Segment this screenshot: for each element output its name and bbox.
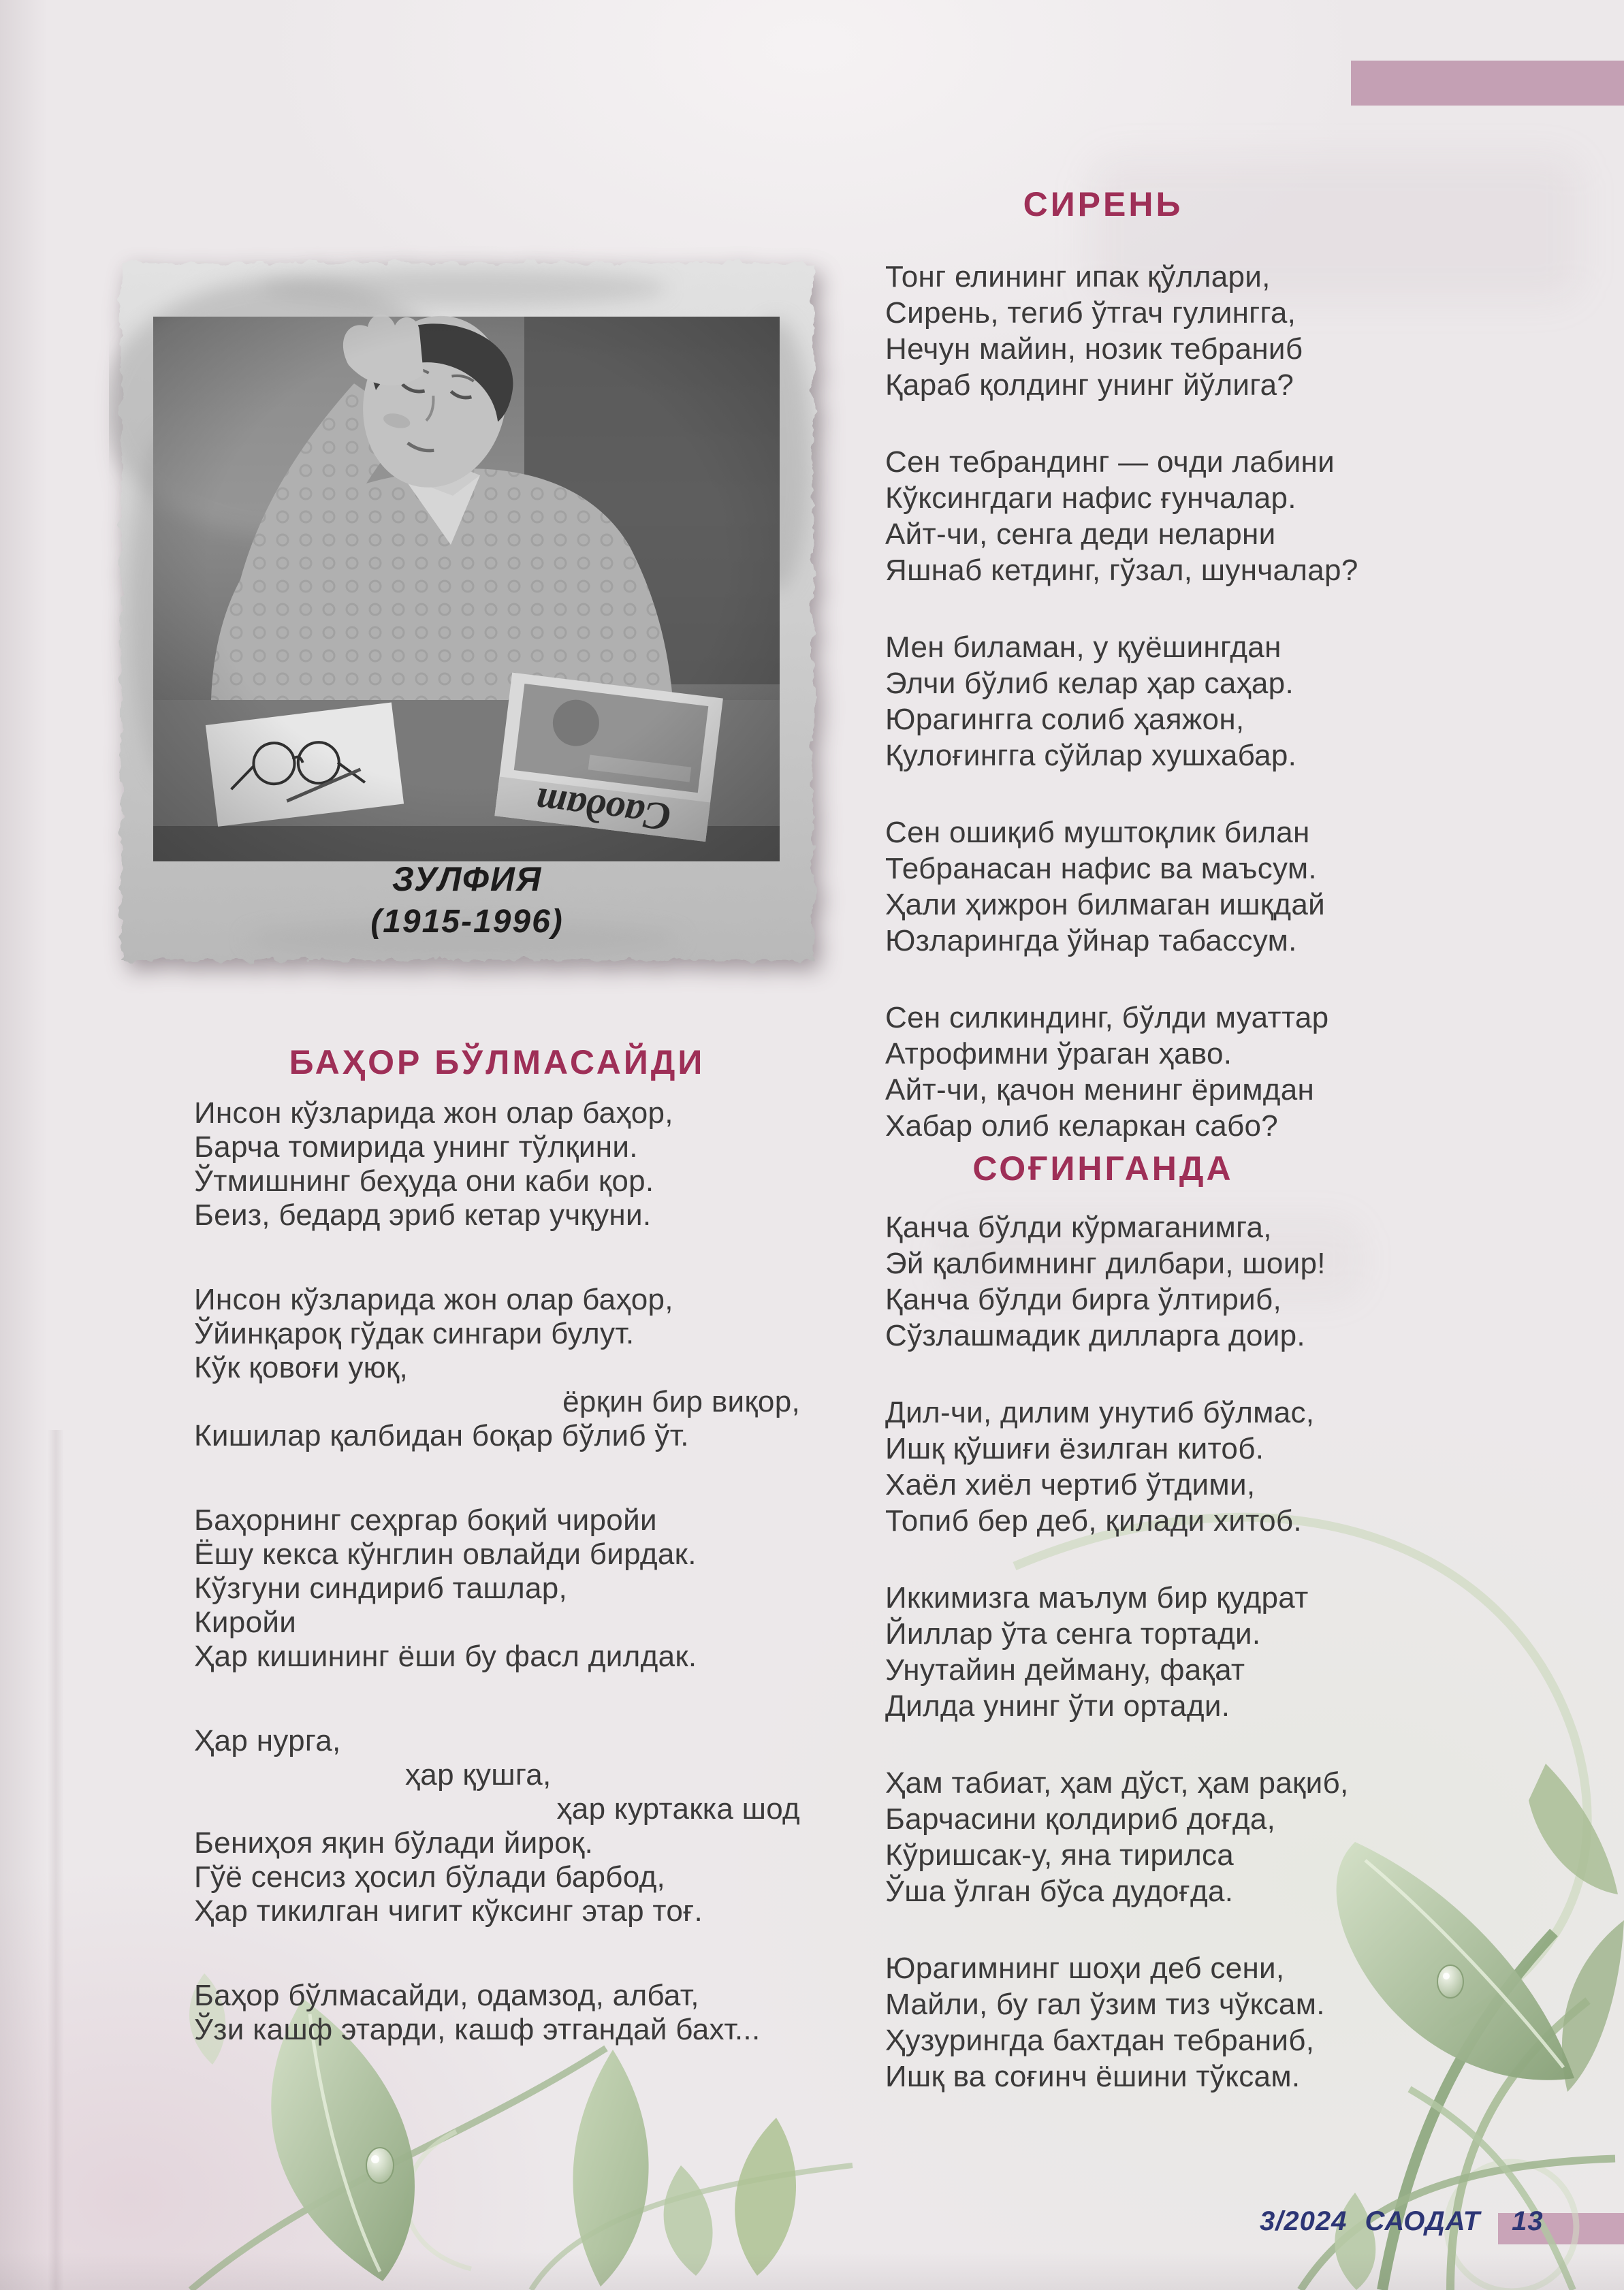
stanza	[885, 1765, 1457, 1909]
poem-line: Тонг елининг ипак қўллари,	[885, 260, 1271, 293]
poem-line: Қараб қолдинг унинг йўлига?	[885, 368, 1294, 402]
poem-line: Инсон кўзларида жон олар баҳор,	[194, 1096, 673, 1130]
poem-line: Атрофимни ўраган ҳаво.	[885, 1037, 1232, 1070]
poem-line: Дил-чи, дилим унутиб бўлмас,	[885, 1396, 1315, 1429]
stanza	[194, 1979, 800, 2047]
poem-line: Топиб бер деб, қилади хитоб.	[885, 1504, 1302, 1538]
poem-line: Айт-чи, қачон менинг ёримдан	[885, 1073, 1315, 1107]
poem-line: Айт-чи, сенга деди неларни	[885, 518, 1276, 551]
stanza	[194, 1504, 800, 1674]
footer-page-number: 13	[1512, 2206, 1544, 2236]
stanza	[885, 444, 1457, 588]
footer-issue: 3/2024	[1260, 2206, 1348, 2236]
poem-line: Кўксингдаги нафис ғунчалар.	[885, 481, 1296, 515]
poem-line: Ҳар кишининг ёши бу фасл дилдак.	[194, 1640, 697, 1673]
poem-siren	[885, 259, 1457, 1185]
stanza	[885, 814, 1457, 959]
poem-line: ҳар қушга,	[405, 1758, 552, 1792]
poem-line: Баҳорнинг сеҳргар боқий чиройи	[194, 1504, 657, 1537]
page-edge-shading-left	[0, 0, 48, 2290]
page-crease	[48, 1430, 64, 2290]
poem-line: Нечун майин, нозик тебраниб	[885, 332, 1303, 366]
poem-line: Ўйинқароқ гўдак сингари булут.	[194, 1317, 635, 1350]
poem-line: Кишилар қалбидан боқар бўлиб ўт.	[194, 1419, 689, 1452]
poem-line: Сен ошиқиб муштоқлик билан	[885, 816, 1310, 849]
poem-line: Элчи бўлиб келар ҳар саҳар.	[885, 667, 1294, 700]
poem-line: Юрагимнинг шоҳи деб сени,	[885, 1952, 1285, 1985]
poem-soginganda	[885, 1209, 1457, 2135]
poem-line: Майли, бу гал ўзим тиз чўксам.	[885, 1988, 1325, 2021]
poem-line: Қулоғингга сўйлар хушхабар.	[885, 739, 1297, 772]
poem-line: Ишқ қўшиғи ёзилган китоб.	[885, 1432, 1264, 1465]
poem-line: Сен силкиндинг, бўлди муаттар	[885, 1001, 1329, 1034]
poem-line: Йиллар ўта сенга тортади.	[885, 1617, 1261, 1651]
poem-line: Ҳар тикилган чигит кўксинг этар тоғ.	[194, 1894, 703, 1928]
poem-line: Кўк қовоғи уюқ,	[194, 1351, 409, 1384]
poem-line: Барча томирида унинг тўлқини.	[194, 1130, 638, 1164]
poem-line: Кўзгуни синдириб ташлар,	[194, 1572, 568, 1605]
poem-line: Киройи	[194, 1606, 297, 1639]
poem-line: Яшнаб кетдинг, гўзал, шунчалар?	[885, 554, 1358, 587]
stanza	[885, 259, 1457, 403]
poem-line: Бениҳоя яқин бўлади йироқ.	[194, 1826, 594, 1860]
photo-caption-name: ЗУЛФИЯ	[392, 860, 543, 898]
poem-line: Сирень, тегиб ўтгач гулингга,	[885, 296, 1296, 330]
poem-line: Қанча бўлди кўрмаганимга,	[885, 1211, 1272, 1244]
poem-title-bahor-bolmasaydi: БАҲОР БЎЛМАСАЙДИ	[289, 1043, 705, 1081]
poem-line: Иккимизга маълум бир қудрат	[885, 1581, 1309, 1615]
poem-line: Дилда унинг ўти ортади.	[885, 1689, 1230, 1723]
poem-line: Тебранасан нафис ва маъсум.	[885, 852, 1317, 885]
poem-line: Баҳор бўлмасайди, одамзод, албат,	[194, 1979, 699, 2012]
stanza	[885, 1395, 1457, 1539]
footer-magazine-name: САОДАТ	[1365, 2206, 1481, 2236]
page-footer	[1260, 2206, 1544, 2237]
poem-line: Гўё сенсиз ҳосил бўлади барбод,	[194, 1860, 666, 1894]
poem-line: Сўзлашмадик дилларга доир.	[885, 1319, 1305, 1352]
stanza	[194, 1096, 800, 1233]
photo-caption-years: (1915-1996)	[370, 904, 564, 940]
top-accent-bar	[1351, 61, 1624, 106]
poem-bahor-bolmasaydi	[194, 1096, 800, 2097]
poem-line: ёрқин бир виқор,	[562, 1385, 800, 1418]
poem-line: Кўришсак-у, яна тирилса	[885, 1839, 1235, 1872]
stanza	[194, 1724, 800, 1928]
poem-line: ҳар куртакка шод	[556, 1792, 800, 1826]
poem-line: Ўзи кашф этарди, кашф этгандай бахт...	[194, 2013, 761, 2046]
stanza	[885, 1580, 1457, 1724]
stanza	[885, 629, 1457, 774]
poem-line: Ҳали ҳижрон билмаган ишқдай	[885, 888, 1325, 921]
poem-line: Ҳам табиат, ҳам дўст, ҳам рақиб,	[885, 1766, 1349, 1800]
poem-line: Инсон кўзларида жон олар баҳор,	[194, 1283, 673, 1316]
poem-line: Беиз, бедард эриб кетар учқуни.	[194, 1198, 652, 1232]
poem-line: Юзларингда ўйнар табассум.	[885, 924, 1297, 957]
poem-line: Ўтмишнинг беҳуда они каби қор.	[194, 1164, 654, 1198]
poem-line: Ҳар нурга,	[194, 1724, 341, 1758]
poem-line: Ёшу кекса кўнглин овлайди бирдак.	[194, 1538, 697, 1571]
poem-line: Хабар олиб келаркан сабо?	[885, 1109, 1279, 1143]
stanza	[885, 1209, 1457, 1354]
poem-line: Ўша ўлган бўса дудоғда.	[885, 1875, 1234, 1908]
stanza	[194, 1283, 800, 1453]
poem-line: Мен биламан, у қуёшингдан	[885, 631, 1281, 664]
poem-line: Юрагингга солиб ҳаяжон,	[885, 703, 1245, 736]
poem-line: Унутайин дейману, фақат	[885, 1653, 1245, 1687]
poem-line: Сен тебрандинг — очди лабини	[885, 445, 1335, 479]
poem-title-soginganda: СОҒИНГАНДА	[972, 1149, 1234, 1188]
poem-line: Қанча бўлди бирга ўлтириб,	[885, 1283, 1282, 1316]
poem-line: Хаёл хиёл чертиб ўтдими,	[885, 1468, 1256, 1501]
poem-line: Ҳузурингда бахтдан тебраниб,	[885, 2024, 1315, 2057]
poem-line: Ишқ ва соғинч ёшини тўксам.	[885, 2060, 1301, 2093]
stanza	[885, 1000, 1457, 1144]
poem-line: Барчасини қолдириб доғда,	[885, 1802, 1276, 1836]
poem-line: Эй қалбимнинг дилбари, шоир!	[885, 1247, 1326, 1280]
poem-title-siren: СИРЕНЬ	[1023, 185, 1183, 223]
stanza	[885, 1950, 1457, 2095]
